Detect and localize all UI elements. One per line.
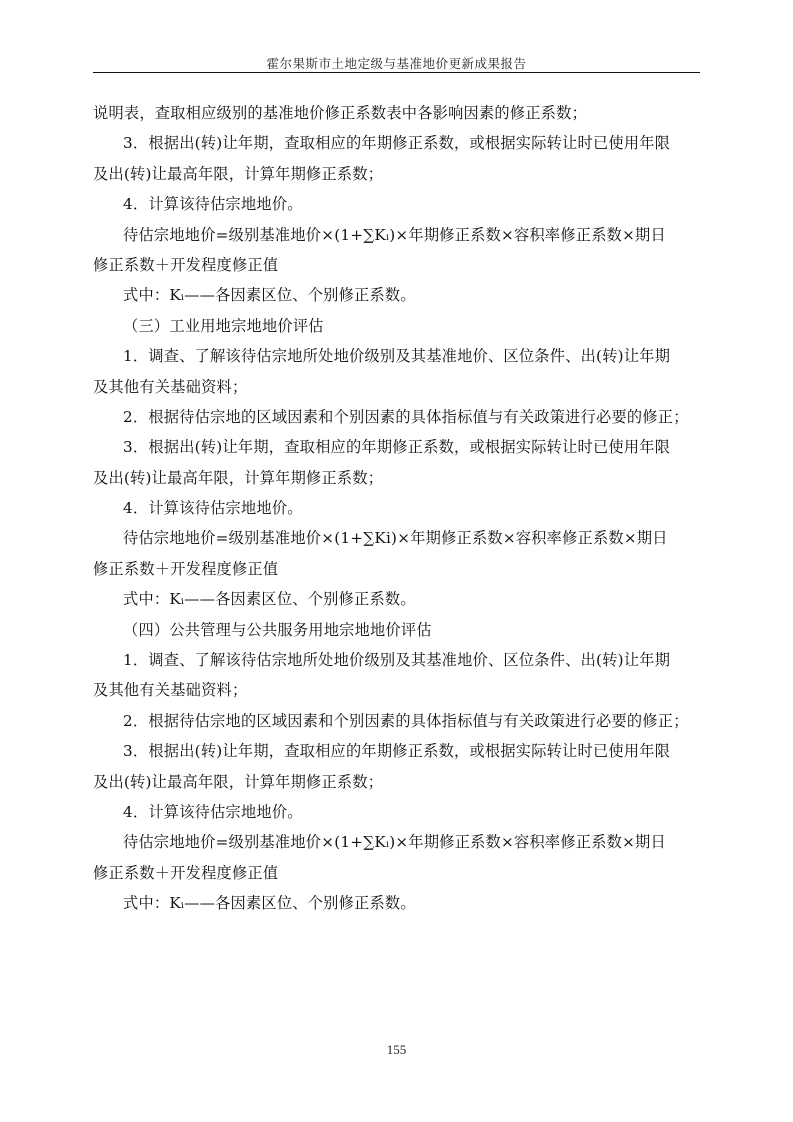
paragraph-line: 及出(转)让最高年限，计算年期修正系数；	[93, 164, 384, 183]
paragraph-line: 修正系数＋开发程度修正值	[93, 863, 279, 882]
running-header-title: 霍尔果斯市土地定级与基准地价更新成果报告	[266, 56, 527, 71]
paragraph-line: 4．计算该待估宗地地价。	[123, 499, 303, 518]
paragraph-line: 2．根据待估宗地的区域因素和个别因素的具体指标值与有关政策进行必要的修正；	[123, 407, 689, 426]
header-rule	[93, 72, 700, 73]
paragraph-line: 及其他有关基础资料；	[93, 377, 248, 396]
paragraph-line: 3．根据出(转)让年期，查取相应的年期修正系数，或根据实际转让时已使用年限	[123, 742, 671, 761]
paragraph-line: 式中：Kᵢ——各因素区位、个别修正系数。	[123, 590, 416, 609]
paragraph-line: （四）公共管理与公共服务用地宗地地价评估	[123, 620, 432, 639]
paragraph-line: 待估宗地地价=级别基准地价×(1+∑Ki)×年期修正系数×容积率修正系数×期日	[123, 529, 668, 548]
paragraph-line: 2．根据待估宗地的区域因素和个别因素的具体指标值与有关政策进行必要的修正；	[123, 711, 689, 730]
paragraph-line: 及其他有关基础资料；	[93, 681, 248, 700]
paragraph-line: 及出(转)让最高年限，计算年期修正系数；	[93, 468, 384, 487]
paragraph-line: 1．调查、了解该待估宗地所处地价级别及其基准地价、区位条件、出(转)让年期	[123, 347, 671, 366]
paragraph-line: 4．计算该待估宗地地价。	[123, 802, 303, 821]
paragraph-line: 说明表，查取相应级别的基准地价修正系数表中各影响因素的修正系数；	[93, 104, 587, 122]
paragraph-line: 1．调查、了解该待估宗地所处地价级别及其基准地价、区位条件、出(转)让年期	[123, 651, 671, 670]
paragraph-line: 式中：Kᵢ——各因素区位、个别修正系数。	[123, 894, 416, 913]
paragraph-line: 4．计算该待估宗地地价。	[123, 195, 303, 214]
paragraph-line: 式中：Kᵢ——各因素区位、个别修正系数。	[123, 286, 416, 305]
paragraph-line: 及出(转)让最高年限，计算年期修正系数；	[93, 772, 384, 791]
page-number: 155	[386, 1042, 407, 1057]
paragraph-line: 3．根据出(转)让年期，查取相应的年期修正系数，或根据实际转让时已使用年限	[123, 134, 671, 153]
paragraph-line: （三）工业用地宗地地价评估	[123, 316, 324, 335]
paragraph-line: 3．根据出(转)让年期，查取相应的年期修正系数，或根据实际转让时已使用年限	[123, 438, 671, 457]
paragraph-line: 待估宗地地价=级别基准地价×(1+∑Kᵢ)×年期修正系数×容积率修正系数×期日	[123, 225, 666, 244]
body-text	[93, 98, 703, 919]
paragraph-line: 修正系数＋开发程度修正值	[93, 559, 279, 578]
paragraph-line: 修正系数＋开发程度修正值	[93, 255, 279, 274]
paragraph-line: 待估宗地地价=级别基准地价×(1+∑Kᵢ)×年期修正系数×容积率修正系数×期日	[123, 833, 666, 852]
